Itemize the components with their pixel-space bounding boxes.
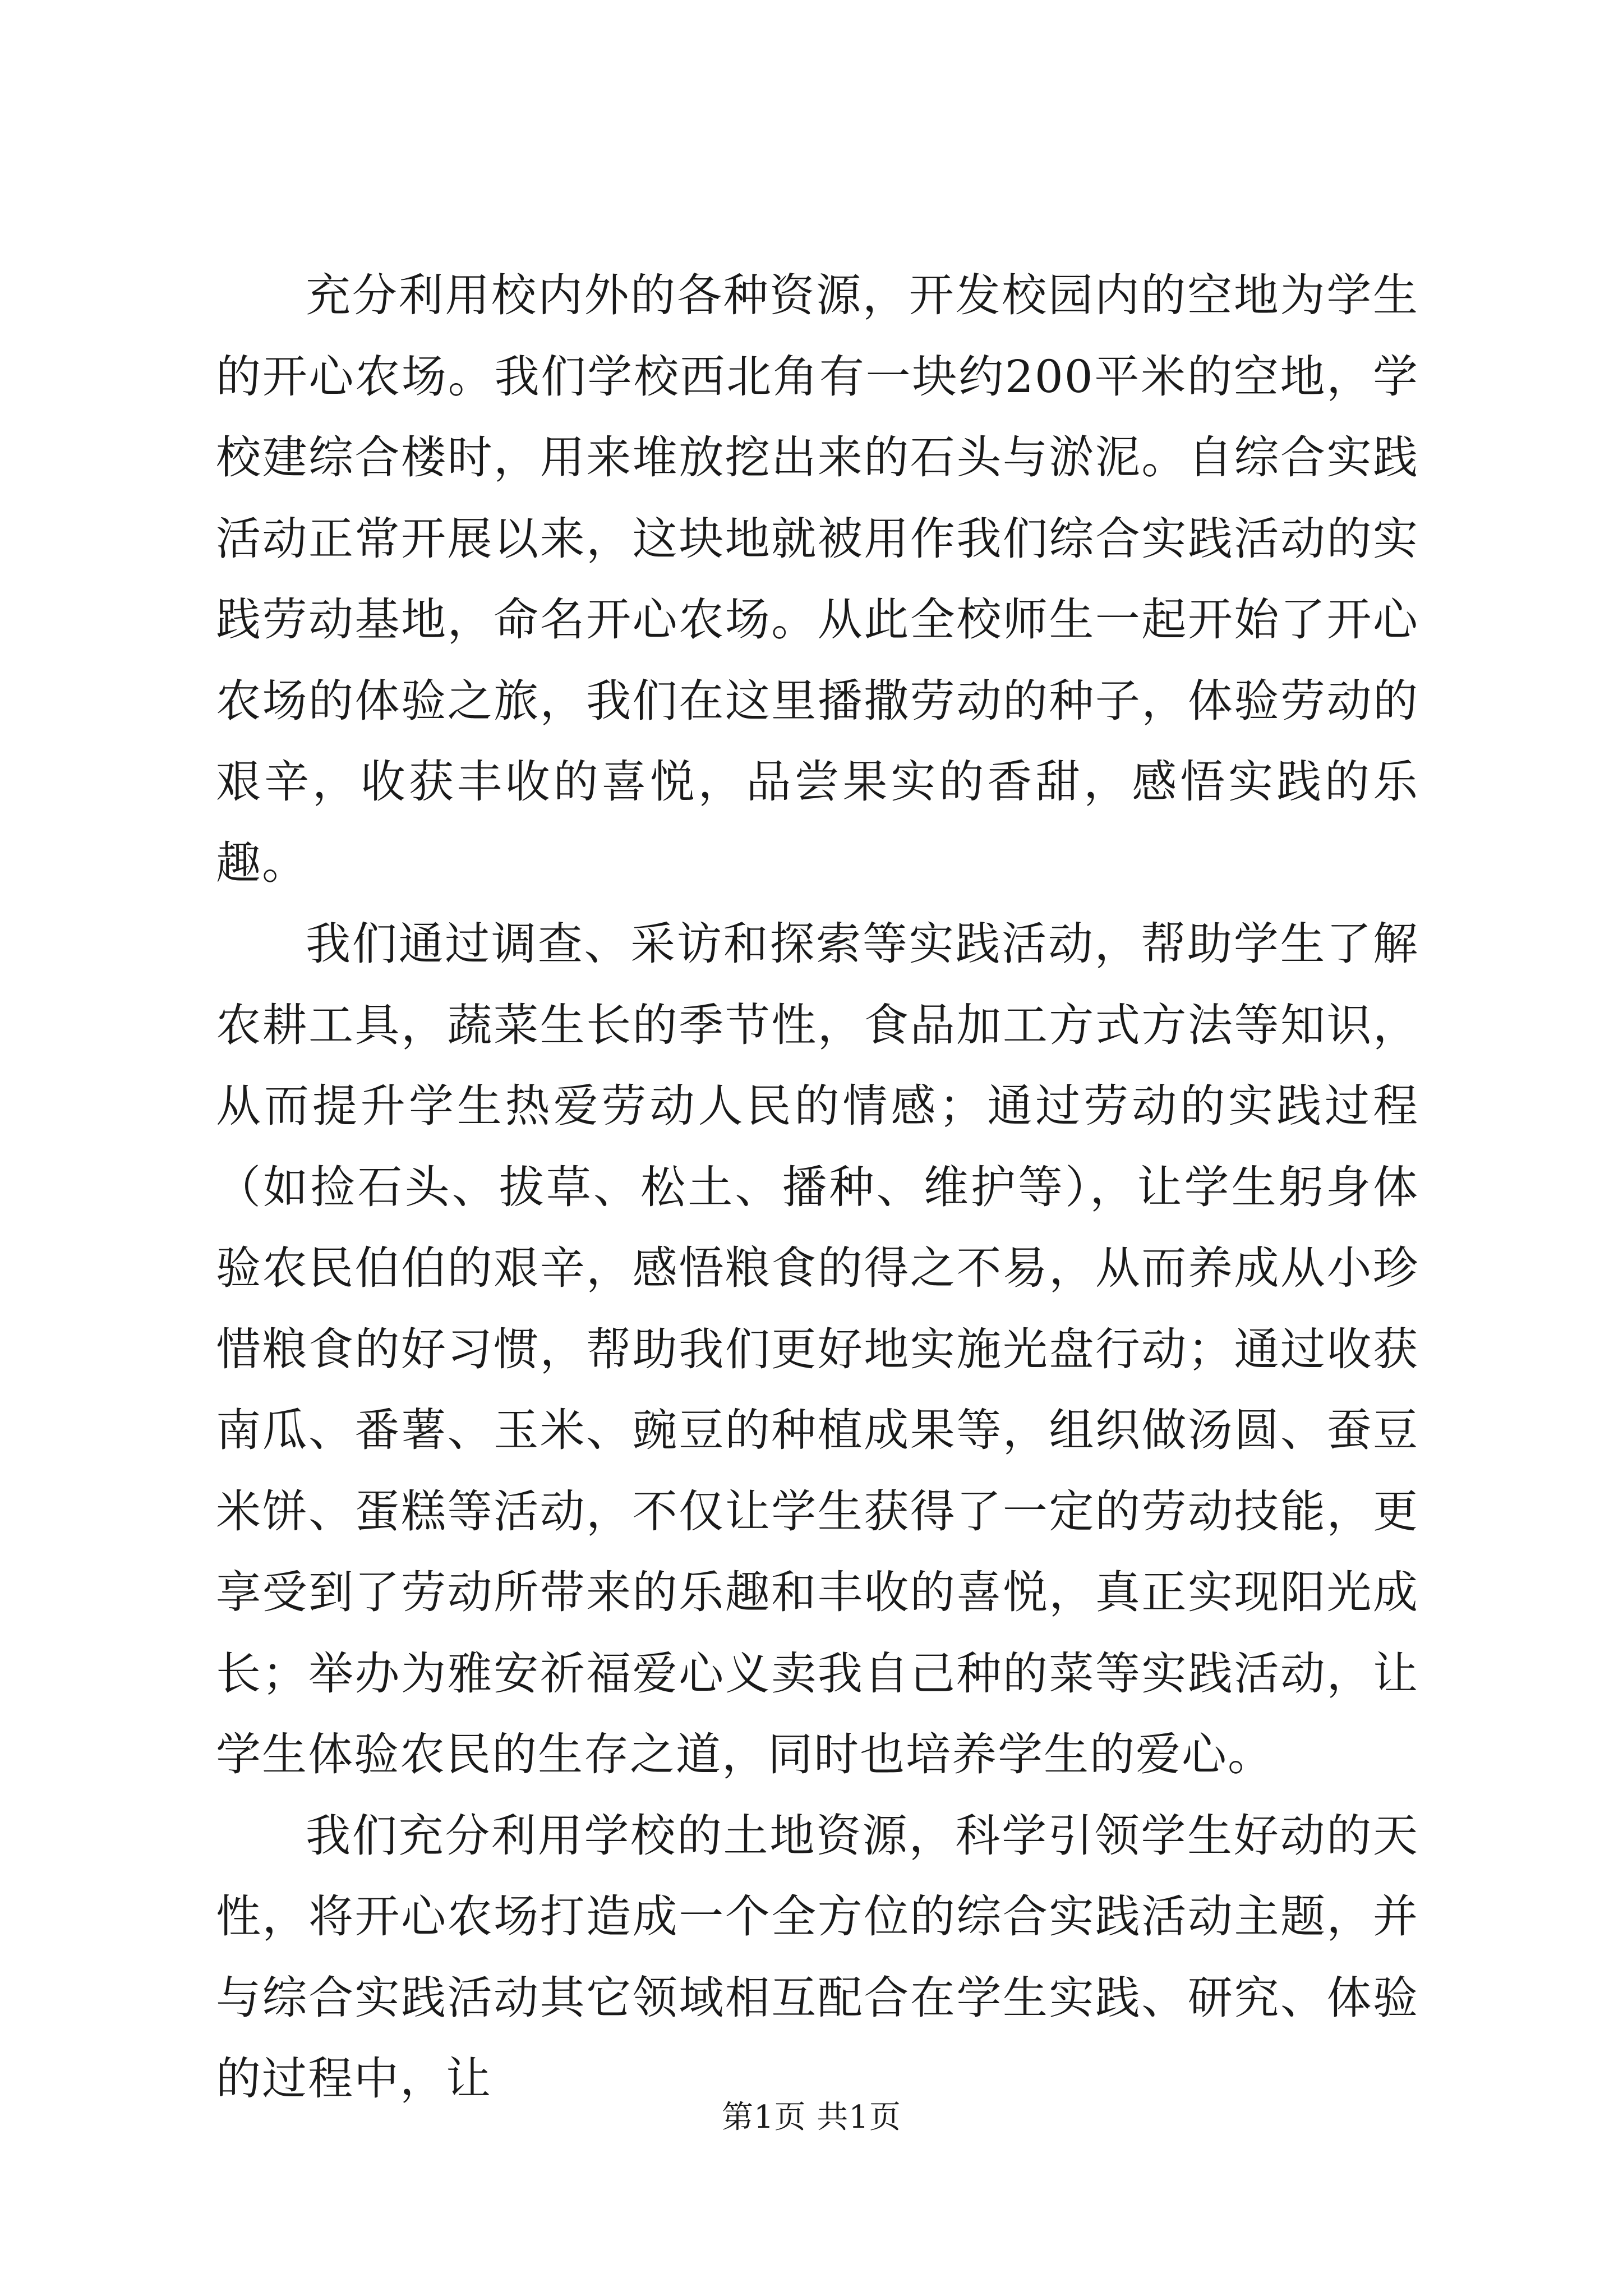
paragraph-1: 充分利用校内外的各种资源，开发校园内的空地为学生的开心农场。我们学校西北角有一块约200平米的空地，学校建综合楼时，用来堆放挖出来的石头与淤泥。自综合实践活动正常开展以来，这块地就被用作我们综合实践活动的实践劳动基地，命名开心农场。从此全校师生一起开始了开心农场的体验之旅，我们在这里播撒劳动的种子，体验劳动的艰辛，收获丰收的喜悦，品尝果实的香甜，感悟实践的乐趣。 [216, 269, 1419, 889]
document-body [216, 255, 1419, 2120]
paragraph-3: 我们充分利用学校的土地资源，科学引领学生好动的天性，将开心农场打造成一个全方位的综合实践活动主题，并与综合实践活动其它领域相互配合在学生实践、研究、体验的过程中，让 [216, 1809, 1419, 2105]
page-footer: 第1页 共1页 [721, 2099, 902, 2136]
paragraph-2: 我们通过调查、采访和探索等实践活动，帮助学生了解农耕工具，蔬菜生长的季节性，食品加工方式方法等知识，从而提升学生热爱劳动人民的情感；通过劳动的实践过程（如捡石头、拔草、松土、播种、维护等），让学生躬身体验农民伯伯的艰辛，感悟粮食的得之不易，从而养成从小珍惜粮食的好习惯，帮助我们更好地实施光盘行动；通过收获南瓜、番薯、玉米、豌豆的种植成果等，组织做汤圆、蚕豆米饼、蛋糕等活动，不仅让学生获得了一定的劳动技能，更享受到了劳动所带来的乐趣和丰收的喜悦，真正实现阳光成长；举办为雅安祈福爱心义卖我自己种的菜等实践活动，让学生体验农民的生存之道，同时也培养学生的爱心。 [216, 918, 1419, 1780]
